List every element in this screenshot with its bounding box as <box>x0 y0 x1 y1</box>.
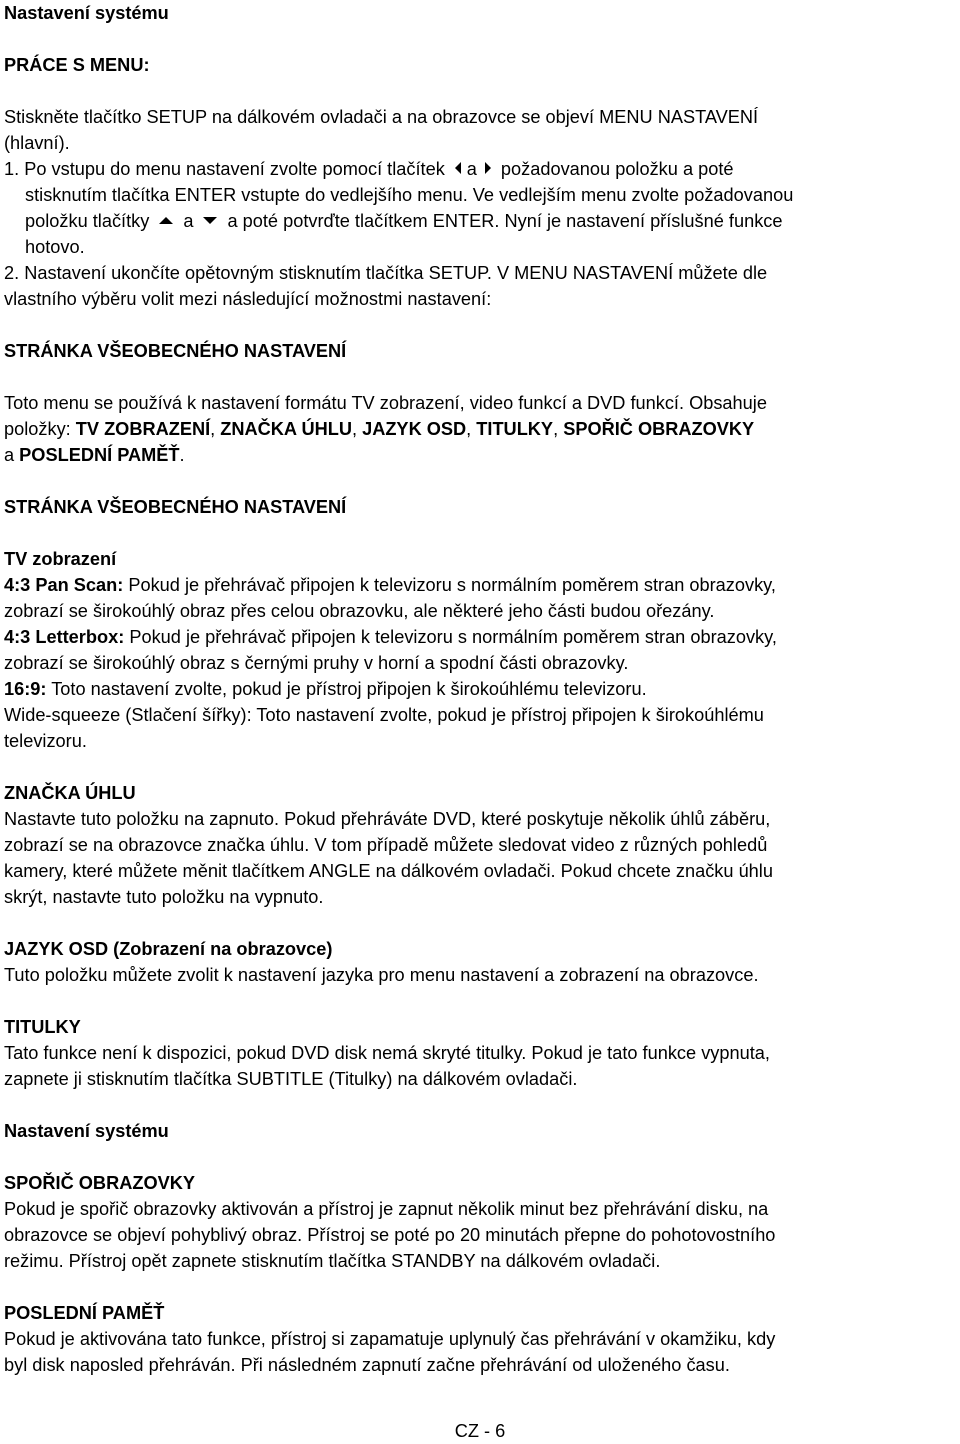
page-number: CZ - 6 <box>454 1421 506 1441</box>
screen-saver-heading: SPOŘIČ OBRAZOVKY <box>4 1173 195 1193</box>
angle-line-2: zobrazí se na obrazovce značka úhlu. V tom případě můžete sledovat video z různých pohledů <box>4 835 768 855</box>
step-1-line-3 <box>4 208 949 234</box>
last-memory-line-1: Pokud je aktivována tato funkce, přístroj si zapamatuje uplynulý čas přehrávání v okamžiku, kdy <box>4 1329 776 1349</box>
page-title: Nastavení systému <box>4 3 169 23</box>
general-page-heading-2: STRÁNKA VŠEOBECNÉHO NASTAVENÍ <box>4 497 347 517</box>
wide-line-1 <box>4 676 949 702</box>
separator: , <box>210 419 221 439</box>
menu-work-heading: PRÁCE S MENU: <box>4 55 150 75</box>
step-1-line-3-b: a <box>183 211 194 231</box>
general-desc-prefix: položky: <box>4 419 76 439</box>
angle-line-4: skrýt, nastavte tuto položku na vypnuto. <box>4 887 324 907</box>
squeeze-line-1: Wide-squeeze (Stlačení šířky): Toto nastavení zvolte, pokud je přístroj připojen k širokoúhlému <box>4 705 764 725</box>
step-1-line-4: hotovo. <box>25 237 85 257</box>
step-2-line-2: vlastního výběru volit mezi následující možnostmi nastavení: <box>4 289 492 309</box>
menu-work-intro-line-1: Stiskněte tlačítko SETUP na dálkovém ovladači a na obrazovce se objeví MENU NASTAVENÍ <box>4 107 759 127</box>
general-desc-line-3-prefix: a <box>4 445 20 465</box>
general-desc-line-1: Toto menu se používá k nastavení formátu TV zobrazení, video funkcí a DVD funkcí. Obsahuje <box>4 393 767 413</box>
last-memory-line-2: byl disk naposled přehráván. Při následném zapnutí začne přehrávání od uloženého času. <box>4 1355 730 1375</box>
triangle-left-icon <box>455 162 461 174</box>
general-desc-line-3 <box>4 442 949 468</box>
separator: , <box>351 419 363 439</box>
letterbox-label: 4:3 Letterbox: <box>4 627 125 647</box>
tv-display-heading: TV zobrazení <box>4 549 117 569</box>
triangle-down-icon <box>203 217 217 224</box>
general-desc-line-3-suffix: . <box>179 445 185 465</box>
angle-heading: ZNAČKA ÚHLU <box>4 783 136 803</box>
step-2-line-1: 2. Nastavení ukončíte opětovným stisknutím tlačítka SETUP. V MENU NASTAVENÍ můžete dle <box>4 263 768 283</box>
letterbox-line-1 <box>4 624 949 650</box>
last-memory-heading: POSLEDNÍ PAMĚŤ <box>4 1303 165 1323</box>
triangle-up-icon <box>159 217 173 224</box>
general-page-heading: STRÁNKA VŠEOBECNÉHO NASTAVENÍ <box>4 341 347 361</box>
step-1-line-2: stisknutím tlačítka ENTER vstupte do vedlejšího menu. Ve vedlejším menu zvolte požadovanou <box>25 185 794 205</box>
item-angle-mark: ZNAČKA ÚHLU <box>220 419 352 439</box>
section-title-2: Nastavení systému <box>4 1121 169 1141</box>
step-1-text-c: požadovanou položku a poté <box>500 159 734 179</box>
angle-line-1: Nastavte tuto položku na zapnuto. Pokud přehráváte DVD, které poskytuje několik úhlů záběru, <box>4 809 771 829</box>
step-1-line-3-c: a poté potvrďte tlačítkem ENTER. Nyní je nastavení příslušné funkce <box>227 211 783 231</box>
separator: , <box>553 419 564 439</box>
pan-scan-text: Pokud je přehrávač připojen k televizoru s normálním poměrem stran obrazovky, <box>123 575 776 595</box>
pan-scan-line-2: zobrazí se širokoúhlý obraz přes celou obrazovku, ale některé jeho části budou ořezány. <box>4 601 715 621</box>
item-tv-display: TV ZOBRAZENÍ <box>75 419 211 439</box>
item-last-memory: POSLEDNÍ PAMĚŤ <box>19 445 180 465</box>
screen-saver-line-3: režimu. Přístroj opět zapnete stisknutím tlačítka STANDBY na dálkovém ovladači. <box>4 1251 661 1271</box>
subtitles-line-2: zapnete ji stisknutím tlačítka SUBTITLE (Titulky) na dálkovém ovladači. <box>4 1069 578 1089</box>
item-screen-saver: SPOŘIČ OBRAZOVKY <box>563 419 755 439</box>
osd-heading: JAZYK OSD (Zobrazení na obrazovce) <box>4 939 333 959</box>
menu-work-intro-line-2: (hlavní). <box>4 133 70 153</box>
letterbox-line-2: zobrazí se širokoúhlý obraz s černými pruhy v horní a spodní části obrazovky. <box>4 653 629 673</box>
subtitles-line-1: Tato funkce není k dispozici, pokud DVD disk nemá skryté titulky. Pokud je tato funkce vypnuta, <box>4 1043 770 1063</box>
general-desc-line-2 <box>4 416 949 442</box>
step-1-line-3-a: položku tlačítky <box>25 211 150 231</box>
wide-label: 16:9: <box>4 679 47 699</box>
pan-scan-line-1 <box>4 572 949 598</box>
subtitles-heading: TITULKY <box>4 1017 81 1037</box>
item-osd-language: JAZYK OSD <box>362 419 467 439</box>
separator: , <box>466 419 477 439</box>
step-1-text-a: 1. Po vstupu do menu nastavení zvolte pomocí tlačítek <box>4 159 445 179</box>
wide-text: Toto nastavení zvolte, pokud je přístroj připojen k širokoúhlému televizoru. <box>46 679 647 699</box>
manual-page <box>4 0 949 1378</box>
pan-scan-label: 4:3 Pan Scan: <box>4 575 124 595</box>
angle-line-3: kamery, které můžete měnit tlačítkem ANGLE na dálkovém ovladači. Pokud chcete značku úhlu <box>4 861 773 881</box>
triangle-right-icon <box>485 162 491 174</box>
osd-line-1: Tuto položku můžete zvolit k nastavení jazyka pro menu nastavení a zobrazení na obrazovce. <box>4 965 759 985</box>
squeeze-line-2: televizoru. <box>4 731 87 751</box>
letterbox-text: Pokud je přehrávač připojen k televizoru s normálním poměrem stran obrazovky, <box>124 627 777 647</box>
step-1-text-b: a <box>466 159 477 179</box>
screen-saver-line-1: Pokud je spořič obrazovky aktivován a přístroj je zapnut několik minut bez přehrávání disku, na <box>4 1199 769 1219</box>
step-1-line-1 <box>4 156 949 182</box>
item-subtitles: TITULKY <box>476 419 554 439</box>
screen-saver-line-2: obrazovce se objeví pohyblivý obraz. Přístroj se poté po 20 minutách přepne do pohotovostního <box>4 1225 776 1245</box>
